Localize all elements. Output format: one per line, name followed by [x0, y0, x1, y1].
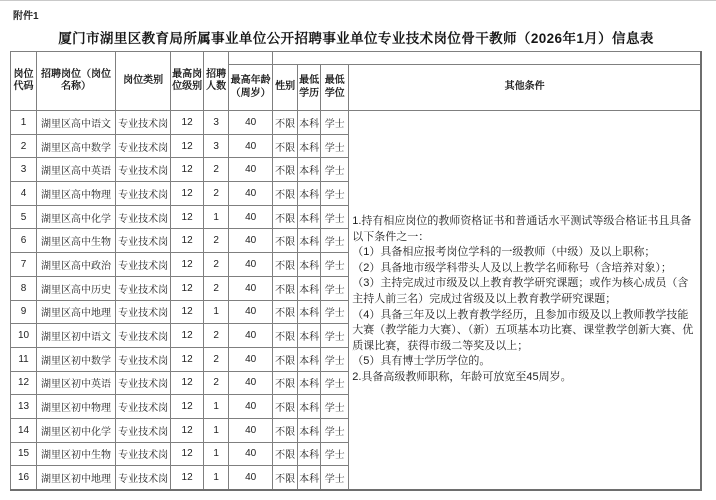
cell-max-age: 40	[229, 229, 273, 253]
col-header-count: 招聘人数	[204, 52, 229, 111]
cell-max-age: 40	[229, 347, 273, 371]
cell-count: 2	[204, 276, 229, 300]
cell-max-age: 40	[229, 276, 273, 300]
cell-min-degree: 学士	[321, 466, 349, 490]
cell-position-code: 2	[11, 134, 37, 158]
cell-min-degree: 学士	[321, 300, 349, 324]
cell-category: 专业技术岗	[116, 395, 171, 419]
cell-min-education: 本科	[298, 442, 321, 466]
cell-position-name: 湖里区初中英语	[37, 371, 116, 395]
page-top-edge	[0, 0, 716, 1]
cell-position-name: 湖里区高中语文	[37, 111, 116, 135]
cell-gender: 不限	[273, 205, 298, 229]
cell-min-education: 本科	[298, 111, 321, 135]
cell-min-degree: 学士	[321, 442, 349, 466]
cell-gender: 不限	[273, 229, 298, 253]
col-header-level: 最高岗位级别	[171, 52, 204, 111]
cell-min-education: 本科	[298, 418, 321, 442]
cell-min-degree: 学士	[321, 182, 349, 206]
cell-level: 12	[171, 158, 204, 182]
cell-category: 专业技术岗	[116, 229, 171, 253]
cell-min-education: 本科	[298, 371, 321, 395]
cell-position-name: 湖里区初中化学	[37, 418, 116, 442]
cell-count: 1	[204, 442, 229, 466]
cell-position-name: 湖里区高中历史	[37, 276, 116, 300]
cell-min-degree: 学士	[321, 253, 349, 277]
cell-category: 专业技术岗	[116, 466, 171, 490]
cell-count: 1	[204, 205, 229, 229]
condition-line: （1）具备相应报考岗位学科的一级教师（中级）及以上职称；	[352, 246, 656, 259]
cell-max-age: 40	[229, 158, 273, 182]
cell-count: 1	[204, 466, 229, 490]
cell-gender: 不限	[273, 182, 298, 206]
cell-min-education: 本科	[298, 276, 321, 300]
cell-level: 12	[171, 418, 204, 442]
cell-position-code: 10	[11, 324, 37, 348]
cell-min-education: 本科	[298, 134, 321, 158]
cell-position-code: 11	[11, 347, 37, 371]
cell-position-code: 14	[11, 418, 37, 442]
cell-level: 12	[171, 395, 204, 419]
cell-position-name: 湖里区初中语文	[37, 324, 116, 348]
cell-gender: 不限	[273, 300, 298, 324]
cell-gender: 不限	[273, 158, 298, 182]
cell-gender: 不限	[273, 134, 298, 158]
cell-min-degree: 学士	[321, 418, 349, 442]
cell-min-degree: 学士	[321, 276, 349, 300]
col-header-other-conditions: 其他条件	[349, 65, 701, 111]
header-strip-right-cell	[273, 52, 701, 65]
cell-max-age: 40	[229, 442, 273, 466]
cell-position-name: 湖里区高中化学	[37, 205, 116, 229]
cell-max-age: 40	[229, 111, 273, 135]
cell-gender: 不限	[273, 324, 298, 348]
cell-position-name: 湖里区高中地理	[37, 300, 116, 324]
table-body	[11, 111, 702, 490]
cell-gender: 不限	[273, 253, 298, 277]
cell-count: 3	[204, 111, 229, 135]
cell-position-name: 湖里区高中物理	[37, 182, 116, 206]
condition-line: （3）主持完成过市级及以上教育教学研究课题；或作为核心成员（含主持人前三名）完成过省级及以上教育教学研究课题；	[352, 277, 689, 305]
cell-level: 12	[171, 300, 204, 324]
cell-min-education: 本科	[298, 229, 321, 253]
cell-gender: 不限	[273, 111, 298, 135]
cell-position-code: 13	[11, 395, 37, 419]
cell-max-age: 40	[229, 395, 273, 419]
cell-gender: 不限	[273, 466, 298, 490]
col-header-category: 岗位类别	[116, 52, 171, 111]
cell-gender: 不限	[273, 395, 298, 419]
cell-position-code: 7	[11, 253, 37, 277]
cell-min-education: 本科	[298, 253, 321, 277]
cell-level: 12	[171, 229, 204, 253]
cell-level: 12	[171, 111, 204, 135]
cell-max-age: 40	[229, 182, 273, 206]
condition-line: 1.持有相应岗位的教师资格证书和普通话水平测试等级合格证书且具备以下条件之一：	[352, 214, 692, 243]
cell-position-name: 湖里区高中生物	[37, 229, 116, 253]
cell-max-age: 40	[229, 253, 273, 277]
cell-category: 专业技术岗	[116, 347, 171, 371]
cell-position-name: 湖里区高中英语	[37, 158, 116, 182]
cell-category: 专业技术岗	[116, 205, 171, 229]
cell-position-code: 8	[11, 276, 37, 300]
cell-position-name: 湖里区高中数学	[37, 134, 116, 158]
cell-max-age: 40	[229, 205, 273, 229]
cell-category: 专业技术岗	[116, 134, 171, 158]
page-title: 厦门市湖里区教育局所属事业单位公开招聘事业单位专业技术岗位骨干教师（2026年1月）信息表	[58, 31, 654, 46]
col-header-gender: 性别	[273, 65, 298, 111]
cell-gender: 不限	[273, 276, 298, 300]
cell-count: 2	[204, 182, 229, 206]
condition-line: （2）具备地市级学科带头人及以上教学名师称号（含培养对象）；	[352, 261, 672, 274]
condition-line: 2.具备高级教师职称，年龄可放宽至45周岁。	[352, 370, 572, 383]
cell-level: 12	[171, 466, 204, 490]
cell-position-code: 4	[11, 182, 37, 206]
cell-other-conditions	[349, 111, 701, 490]
cell-category: 专业技术岗	[116, 276, 171, 300]
table-header	[11, 52, 702, 111]
cell-count: 2	[204, 324, 229, 348]
col-header-position-code: 岗位代码	[11, 52, 37, 111]
condition-line: （5）具有博士学历学位的。	[352, 355, 491, 368]
col-header-max-age: 最高年龄（周岁）	[229, 65, 273, 111]
header-strip-row	[11, 52, 702, 65]
header-strip-age-cell	[229, 52, 273, 65]
col-header-min-education: 最低学历	[298, 65, 321, 111]
cell-level: 12	[171, 134, 204, 158]
col-header-position-name: 招聘岗位（岗位名称）	[37, 52, 116, 111]
cell-count: 3	[204, 134, 229, 158]
cell-min-degree: 学士	[321, 229, 349, 253]
cell-count: 2	[204, 158, 229, 182]
cell-count: 1	[204, 418, 229, 442]
cell-min-degree: 学士	[321, 111, 349, 135]
cell-max-age: 40	[229, 300, 273, 324]
cell-level: 12	[171, 371, 204, 395]
cell-position-code: 1	[11, 111, 37, 135]
col-header-min-degree: 最低学位	[321, 65, 349, 111]
cell-level: 12	[171, 324, 204, 348]
cell-category: 专业技术岗	[116, 300, 171, 324]
cell-min-degree: 学士	[321, 134, 349, 158]
cell-count: 1	[204, 300, 229, 324]
cell-count: 2	[204, 229, 229, 253]
cell-gender: 不限	[273, 418, 298, 442]
cell-min-degree: 学士	[321, 158, 349, 182]
table-row	[11, 111, 702, 135]
cell-gender: 不限	[273, 371, 298, 395]
cell-category: 专业技术岗	[116, 158, 171, 182]
cell-category: 专业技术岗	[116, 371, 171, 395]
cell-position-name: 湖里区初中地理	[37, 466, 116, 490]
cell-min-education: 本科	[298, 182, 321, 206]
cell-min-education: 本科	[298, 395, 321, 419]
cell-min-education: 本科	[298, 466, 321, 490]
cell-min-degree: 学士	[321, 395, 349, 419]
cell-position-name: 湖里区初中物理	[37, 395, 116, 419]
cell-category: 专业技术岗	[116, 324, 171, 348]
cell-max-age: 40	[229, 134, 273, 158]
cell-category: 专业技术岗	[116, 111, 171, 135]
attachment-label: 附件1	[13, 11, 39, 22]
cell-category: 专业技术岗	[116, 418, 171, 442]
cell-position-code: 5	[11, 205, 37, 229]
cell-position-code: 15	[11, 442, 37, 466]
cell-level: 12	[171, 276, 204, 300]
cell-position-code: 3	[11, 158, 37, 182]
cell-max-age: 40	[229, 466, 273, 490]
cell-level: 12	[171, 442, 204, 466]
cell-position-name: 湖里区初中数学	[37, 347, 116, 371]
cell-min-degree: 学士	[321, 205, 349, 229]
cell-count: 2	[204, 371, 229, 395]
recruitment-info-table	[10, 51, 702, 491]
cell-level: 12	[171, 182, 204, 206]
cell-max-age: 40	[229, 324, 273, 348]
cell-position-name: 湖里区初中生物	[37, 442, 116, 466]
cell-min-education: 本科	[298, 324, 321, 348]
cell-gender: 不限	[273, 347, 298, 371]
cell-min-degree: 学士	[321, 324, 349, 348]
cell-min-education: 本科	[298, 205, 321, 229]
cell-count: 2	[204, 253, 229, 277]
cell-min-degree: 学士	[321, 347, 349, 371]
cell-min-degree: 学士	[321, 371, 349, 395]
cell-category: 专业技术岗	[116, 442, 171, 466]
cell-min-education: 本科	[298, 158, 321, 182]
cell-max-age: 40	[229, 371, 273, 395]
cell-category: 专业技术岗	[116, 182, 171, 206]
cell-gender: 不限	[273, 442, 298, 466]
cell-position-code: 16	[11, 466, 37, 490]
cell-category: 专业技术岗	[116, 253, 171, 277]
cell-level: 12	[171, 205, 204, 229]
cell-min-education: 本科	[298, 300, 321, 324]
cell-count: 1	[204, 395, 229, 419]
cell-position-code: 9	[11, 300, 37, 324]
cell-level: 12	[171, 347, 204, 371]
cell-level: 12	[171, 253, 204, 277]
cell-count: 2	[204, 347, 229, 371]
condition-line: （4）具备三年及以上教育教学经历，且参加市级及以上教师教学技能大赛（教学能力大赛）、（新）五项基本功比赛、课堂教学创新大赛、优质课比赛，获得市级二等奖及以上；	[352, 308, 694, 352]
cell-position-code: 6	[11, 229, 37, 253]
cell-position-code: 12	[11, 371, 37, 395]
cell-position-name: 湖里区高中政治	[37, 253, 116, 277]
cell-max-age: 40	[229, 418, 273, 442]
cell-min-education: 本科	[298, 347, 321, 371]
